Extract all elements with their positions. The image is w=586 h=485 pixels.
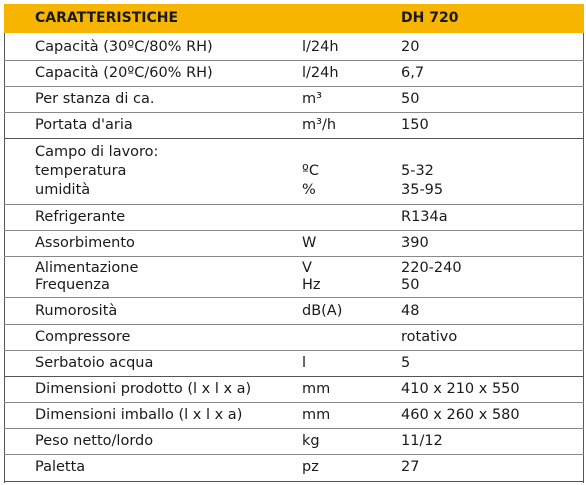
row-value: 11/12 bbox=[401, 433, 443, 449]
row-unit: l/24h bbox=[302, 65, 339, 81]
row-name: Dimensioni imballo (l x l x a) bbox=[35, 407, 243, 423]
row-value: 220-240 bbox=[401, 260, 462, 276]
row-name: Per stanza di ca. bbox=[35, 91, 155, 107]
row-unit: m³/h bbox=[302, 117, 337, 133]
row-name: Peso netto/lordo bbox=[35, 433, 154, 449]
row-divider bbox=[4, 324, 584, 325]
row-value: 48 bbox=[401, 303, 420, 319]
row-divider bbox=[4, 60, 584, 61]
row-name: temperatura bbox=[35, 163, 127, 179]
row-name: Capacità (30ºC/80% RH) bbox=[35, 39, 213, 55]
row-value: 460 x 260 x 580 bbox=[401, 407, 520, 423]
row-divider bbox=[4, 297, 584, 298]
row-divider bbox=[4, 350, 584, 351]
row-divider bbox=[4, 256, 584, 257]
row-unit: % bbox=[302, 182, 316, 198]
header-label: CARATTERISTICHE bbox=[35, 10, 179, 26]
row-divider bbox=[4, 428, 584, 429]
row-value: rotativo bbox=[401, 329, 458, 345]
row-name: Paletta bbox=[35, 459, 86, 475]
row-value: 5-32 bbox=[401, 163, 434, 179]
row-name: Dimensioni prodotto (l x l x a) bbox=[35, 381, 252, 397]
row-name: Frequenza bbox=[35, 277, 110, 293]
section-divider bbox=[4, 376, 584, 377]
row-unit: mm bbox=[302, 381, 331, 397]
row-unit: ºC bbox=[302, 163, 319, 179]
row-name: Portata d'aria bbox=[35, 117, 133, 133]
table-border-right bbox=[583, 33, 584, 483]
row-divider bbox=[4, 454, 584, 455]
row-unit: l/24h bbox=[302, 39, 339, 55]
row-value: 50 bbox=[401, 277, 420, 293]
table-header bbox=[4, 4, 584, 33]
row-value: 6,7 bbox=[401, 65, 425, 81]
row-name: Assorbimento bbox=[35, 235, 135, 251]
row-value: 5 bbox=[401, 355, 411, 371]
section-divider bbox=[4, 138, 584, 139]
row-divider bbox=[4, 112, 584, 113]
table-border-left bbox=[4, 33, 5, 483]
row-value: 150 bbox=[401, 117, 429, 133]
row-name: Campo di lavoro: bbox=[35, 144, 159, 160]
row-name: Alimentazione bbox=[35, 260, 139, 276]
row-value: 390 bbox=[401, 235, 429, 251]
row-divider bbox=[4, 230, 584, 231]
row-unit: V bbox=[302, 260, 312, 276]
row-name: Capacità (20ºC/60% RH) bbox=[35, 65, 213, 81]
row-name: Serbatoio acqua bbox=[35, 355, 154, 371]
row-divider bbox=[4, 402, 584, 403]
row-value: 27 bbox=[401, 459, 420, 475]
row-value: 410 x 210 x 550 bbox=[401, 381, 520, 397]
row-unit: pz bbox=[302, 459, 319, 475]
row-value: 20 bbox=[401, 39, 420, 55]
row-unit: l bbox=[302, 355, 307, 371]
row-value: R134a bbox=[401, 209, 448, 225]
row-unit: Hz bbox=[302, 277, 321, 293]
row-value: 35-95 bbox=[401, 182, 444, 198]
row-unit: m³ bbox=[302, 91, 322, 107]
row-unit: W bbox=[302, 235, 317, 251]
row-divider bbox=[4, 86, 584, 87]
row-divider bbox=[4, 204, 584, 205]
row-unit: kg bbox=[302, 433, 320, 449]
row-name: umidità bbox=[35, 182, 91, 198]
table-bottom-border bbox=[4, 481, 584, 482]
row-unit: mm bbox=[302, 407, 331, 423]
row-name: Compressore bbox=[35, 329, 131, 345]
row-name: Rumorosità bbox=[35, 303, 118, 319]
row-value: 50 bbox=[401, 91, 420, 107]
row-unit: dB(A) bbox=[302, 303, 343, 319]
header-model: DH 720 bbox=[401, 10, 459, 26]
row-name: Refrigerante bbox=[35, 209, 126, 225]
